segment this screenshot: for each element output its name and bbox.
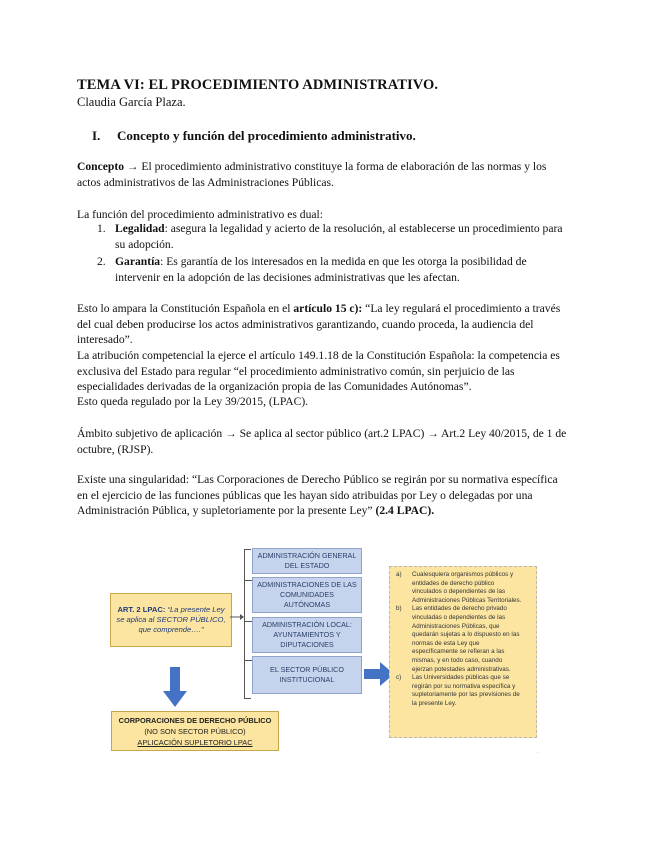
list-marker [390,666,408,675]
entities-list [390,571,534,709]
list-text: Las entidades de derecho privado [412,605,507,613]
author: Claudia García Plaza. [77,95,186,109]
arrow: → [126,160,139,173]
list-marker [390,597,408,606]
section-number: I. [92,128,101,143]
list-text: Cualesquiera organismos públicos y [412,571,514,578]
blue-box-line: EL SECTOR PÚBLICO [270,665,344,674]
list-item-line [390,683,534,692]
list-marker: c) [396,674,402,682]
list-text: entidades de derecho público [412,579,495,587]
concepto-label: Concepto [77,160,125,173]
list-item-line [390,614,534,623]
corporaciones-box [111,711,279,751]
bracket-tick [244,580,252,581]
list-number: 1. [97,222,106,235]
ambito-line-2: octubre, (RJSP). [77,443,154,456]
section-title: Concepto y función del procedimiento administrativo. [117,128,416,143]
list-text: vinculadas o dependientes de las [412,613,506,621]
blue-box-ccaa [252,577,362,613]
bracket-tick [244,660,252,661]
art2-quote-2: se aplica al SECTOR PÚBLICO, [116,615,226,624]
legalidad-line-1 [115,221,577,237]
concepto-text: El procedimiento administrativo constituye la forma de elaboración de las normas y los [141,160,547,173]
bracket [244,549,251,699]
list-text: normas de esta Ley que [412,639,480,647]
blue-box-line: ADMINISTRACIONES DE LAS [257,580,357,589]
constitucion-line-4: La atribución competencial la ejerce el artículo 149.1.18 de la Constitución Española: la competencia es [77,349,560,362]
blue-box-age [252,548,362,574]
list-text: la presente Ley. [412,699,457,707]
garantia-line-1 [115,254,577,270]
list-text: mismas, y en todo caso, cuando [412,656,503,664]
constitucion-line-6: especialidades derivadas de la organización propia de las Comunidades Autónomas”. [77,380,472,393]
list-marker [390,631,408,640]
list-item-line [390,674,534,683]
list-item-line [390,691,534,700]
art2-quote-1: “La presente Ley [167,605,225,614]
art2-label: ART. 2 LPAC: [117,605,168,614]
list-item-line [390,631,534,640]
articulo-ref: artículo 15 c): [293,302,363,315]
legalidad-text: : asegura la legalidad y acierto de la resolución, al establecerse un procedimiento para [164,222,563,235]
blue-box-line: AUTÓNOMAS [283,600,331,609]
page-title: TEMA VI: EL PROCEDIMIENTO ADMINISTRATIVO. [77,77,439,93]
garantia-label: Garantía [115,255,161,268]
list-text: Administraciones Públicas, que [412,622,500,630]
list-marker [390,700,408,709]
list-item-line [390,580,534,589]
list-text: regirán por su normativa específica y [412,682,516,690]
blue-box-line: AYUNTAMIENTOS Y [273,630,341,639]
art2-lpac-box [110,593,232,647]
singularidad-ref: (2.4 LPAC). [375,504,435,517]
list-text: supletoriamente por las previsiones de [412,691,520,699]
garantia-line-2: intervenir en la adopción de las decisiones administrativas que les afectan. [115,271,460,284]
list-text: Administraciones Públicas Territoriales. [412,596,522,604]
list-marker [390,588,408,597]
list-text: Las Universidades públicas que se [412,674,510,682]
concepto-line-1 [77,159,577,175]
list-item-line [390,588,534,597]
blue-box-line: INSTITUCIONAL [279,675,335,684]
list-marker [390,683,408,692]
singularidad-line-3 [77,503,577,519]
list-item-line [390,640,534,649]
blue-box-line: DIPUTACIONES [280,640,334,649]
list-text: vinculados o dependientes de las [412,588,506,596]
list-marker: a) [396,571,402,578]
list-marker [390,648,408,657]
list-marker [390,614,408,623]
singularidad-text: Administración Pública, y supletoriamente por la presente Ley” [77,504,376,517]
concepto-line-2: actos administrativos de las Administraciones Públicas. [77,176,334,189]
singularidad-line-2: en el ejercicio de las funciones públicas que les hayan sido atribuidas por Ley o delegadas por una [77,489,533,502]
constitucion-line-2: del cual deben producirse los actos administrativos garantizando, cuando proceda, la audiencia del [77,318,534,331]
list-marker [390,623,408,632]
entities-list-box [389,566,537,738]
list-item-line [390,605,534,614]
constitucion-quote: “La ley regulará el procedimiento a través [362,302,561,315]
singularidad-line-1: Existe una singularidad: “Las Corporaciones de Derecho Público se regirán por su normativa específica [77,473,558,486]
list-text: específicamente se refieran a las [412,648,505,656]
arrow-down-icon [163,667,187,707]
ambito-line-1: Ámbito subjetivo de aplicación → Se aplica al sector público (art.2 LPAC) → Art.2 Ley 40/2015, de 1 de [77,427,567,440]
constitucion-line-1 [77,301,577,317]
bracket-tick [244,621,252,622]
list-marker [390,691,408,700]
blue-box-line: COMUNIDADES [280,590,334,599]
blue-box-line: ADMINISTRACIÓN GENERAL [257,551,357,560]
corporaciones-aplicacion: APLICACIÓN SUPLETORIO LPAC [137,737,253,747]
blue-box-line: DEL ESTADO [284,561,330,570]
list-item-line [390,657,534,666]
blue-box-line: ADMINISTRACIÓN LOCAL: [262,620,352,629]
list-item-line [390,623,534,632]
list-number: 2. [97,255,106,268]
corporaciones-title: CORPORACIONES DE DERECHO PÚBLICO [118,715,272,725]
constitucion-line-5: exclusiva del Estado para regular “el procedimiento administrativo común, sin perjuicio de las [77,365,515,378]
legalidad-label: Legalidad [115,222,165,235]
constitucion-line-3: interesado”. [77,333,133,346]
list-text: quedarán sujetas a lo dispuesto en las [412,631,520,639]
list-text: ejerzan potestades administrativas. [412,665,511,673]
page-mark: · [537,750,539,756]
arrow-right-icon [230,611,244,623]
constitucion-line-7: Esto queda regulado por la Ley 39/2015, (LPAC). [77,395,309,408]
list-item-line [390,700,534,709]
list-item-line [390,571,534,580]
list-marker: b) [396,605,402,613]
list-item-line [390,666,534,675]
garantia-text: : Es garantía de los interesados en la medida en que les otorga la posibilidad de [160,255,527,268]
list-marker [390,580,408,589]
art2-quote-3: que comprende….” [138,625,204,634]
funcion-intro: La función del procedimiento administrativo es dual: [77,208,323,221]
list-item-line [390,597,534,606]
corporaciones-note: (NO SON SECTOR PÚBLICO) [144,726,246,736]
list-marker [390,640,408,649]
constitucion-text: Esto lo ampara la Constitución Española en el [77,302,294,315]
blue-box-local [252,617,362,653]
blue-box-institucional [252,656,362,694]
list-item-line [390,648,534,657]
list-marker [390,657,408,666]
legalidad-line-2: su adopción. [115,238,174,251]
